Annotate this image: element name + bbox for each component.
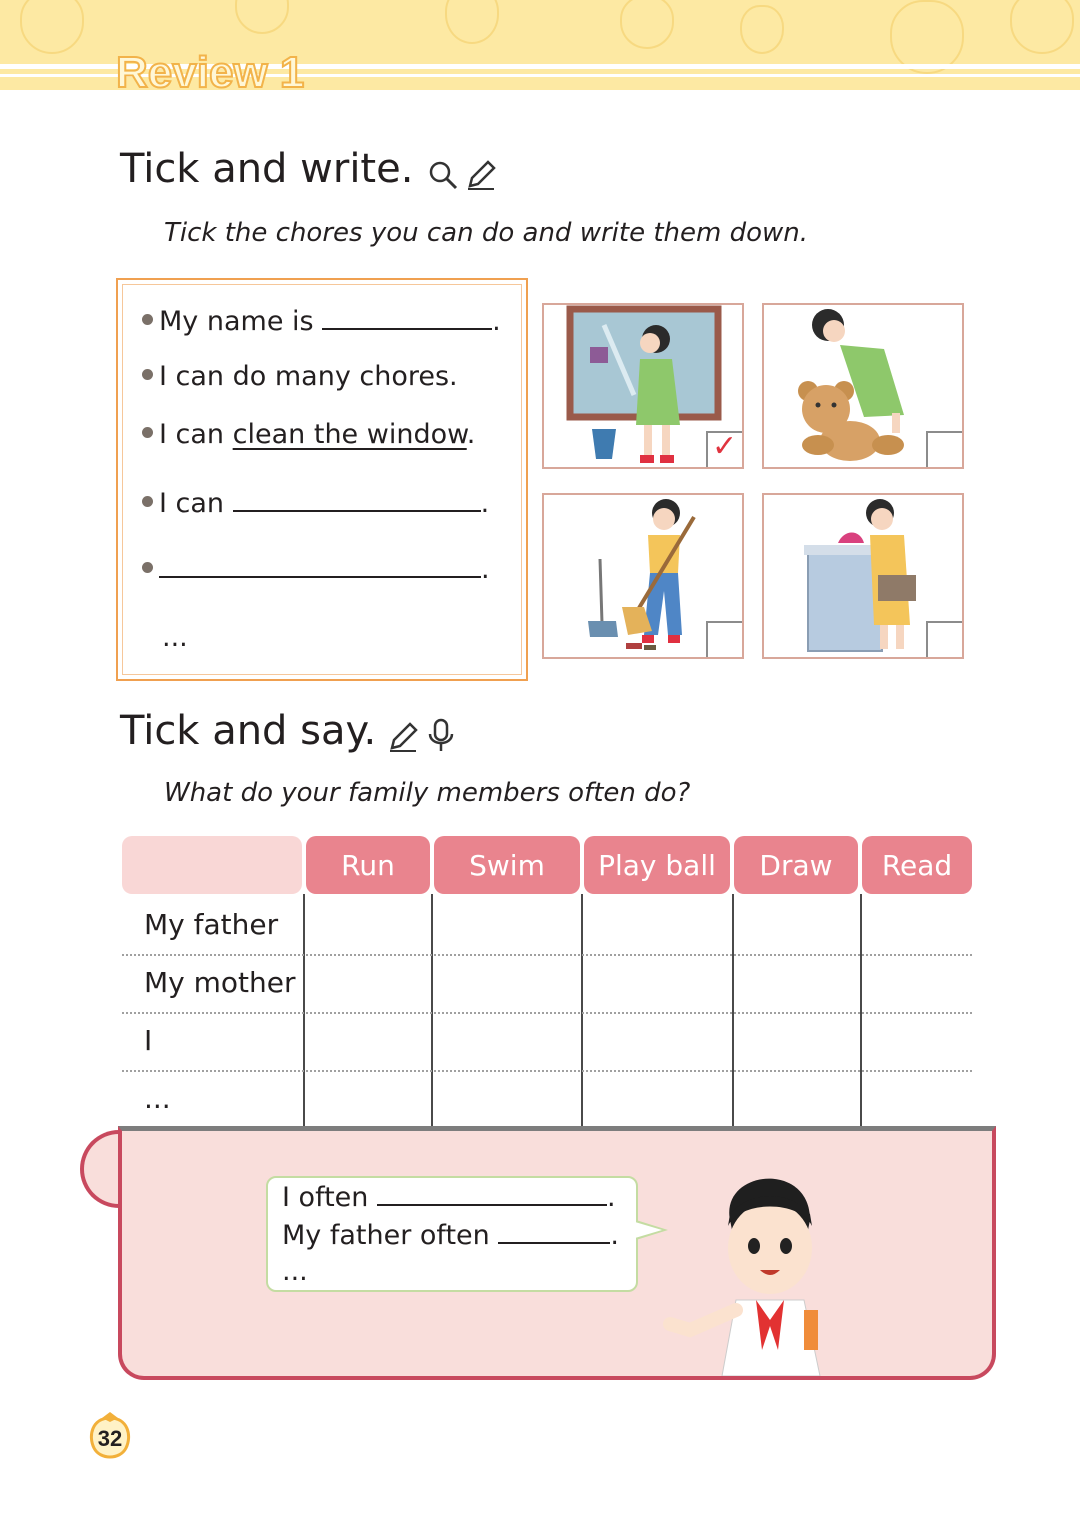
strawberry-pattern-icon xyxy=(235,0,289,34)
strawberry-pattern-icon xyxy=(445,0,499,44)
boy-character-illustration xyxy=(660,1160,860,1376)
line-text: I can do many chores. xyxy=(159,361,458,392)
tick-checkbox[interactable] xyxy=(706,621,742,657)
bullet-dot xyxy=(142,496,153,507)
column-header-draw: Draw xyxy=(734,836,858,894)
strawberry-pattern-icon xyxy=(740,5,784,54)
page-number: 32 xyxy=(97,1426,123,1451)
tick-mark: ✓ xyxy=(712,429,738,464)
table-row-divider xyxy=(122,1070,972,1072)
line-text: I can xyxy=(159,488,225,519)
period: . xyxy=(480,488,490,519)
row-label-my-mother: My mother xyxy=(144,966,296,999)
table-row-divider xyxy=(122,954,972,956)
bubble-line xyxy=(282,1182,616,1213)
strawberry-pattern-icon xyxy=(1010,0,1074,54)
period: . xyxy=(466,419,476,450)
column-header-swim: Swim xyxy=(434,836,580,894)
pencil-icon xyxy=(386,720,420,754)
section-title-tick-and-say: Tick and say. xyxy=(120,708,377,754)
table-column-divider xyxy=(431,894,433,1126)
strawberry-pattern-icon xyxy=(890,0,964,74)
table-column-divider xyxy=(581,894,583,1126)
list-item xyxy=(142,552,490,585)
speech-bubble-tail xyxy=(635,1222,662,1238)
table-header-empty xyxy=(122,836,302,894)
tick-checkbox[interactable] xyxy=(706,431,742,467)
answer-blank[interactable] xyxy=(159,552,481,578)
answer-blank[interactable] xyxy=(498,1220,610,1244)
bullet-dot xyxy=(142,314,153,325)
strawberry-pattern-icon xyxy=(20,0,84,54)
chore-picture-clean-window xyxy=(542,303,744,469)
chore-picture-wash-clothes xyxy=(762,493,964,659)
bubble-line xyxy=(282,1220,619,1251)
chore-picture-tidy-toys xyxy=(762,303,964,469)
writing-box xyxy=(116,278,528,681)
answer-blank[interactable] xyxy=(377,1182,607,1206)
bullet-dot xyxy=(142,427,153,438)
list-item xyxy=(142,419,475,450)
list-item xyxy=(142,361,458,392)
period: . xyxy=(607,1182,616,1213)
list-item xyxy=(142,304,501,337)
strawberry-pattern-icon xyxy=(620,0,674,49)
instruction-text: What do your family members often do? xyxy=(164,778,691,808)
example-answer: clean the window xyxy=(232,419,467,450)
tick-checkbox[interactable] xyxy=(926,621,962,657)
list-item xyxy=(142,486,489,519)
line-text: I can xyxy=(159,419,225,450)
bubble-line: ... xyxy=(282,1256,308,1287)
chore-picture-sweep-floor xyxy=(542,493,744,659)
microphone-icon xyxy=(424,718,458,752)
ellipsis: ... xyxy=(162,622,188,653)
line-text: My name is xyxy=(159,306,314,337)
magnifier-icon xyxy=(426,158,460,192)
page-title: Review 1 xyxy=(116,48,305,97)
period: . xyxy=(492,306,501,337)
section-title-tick-and-write: Tick and write. xyxy=(120,146,414,192)
instruction-text: Tick the chores you can do and write them down. xyxy=(164,218,809,248)
bullet-dot xyxy=(142,369,153,380)
table-row-divider xyxy=(122,1012,972,1014)
tick-checkbox[interactable] xyxy=(926,431,962,467)
column-header-play-ball: Play ball xyxy=(584,836,730,894)
row-label-ellipsis: ... xyxy=(144,1082,171,1115)
answer-blank[interactable] xyxy=(233,486,481,512)
period: . xyxy=(610,1220,619,1251)
pencil-icon xyxy=(464,158,498,192)
table-column-divider xyxy=(303,894,305,1126)
answer-blank[interactable] xyxy=(322,304,492,330)
bubble-line-text: I often xyxy=(282,1182,369,1213)
row-label-my-father: My father xyxy=(144,908,279,941)
bullet-dot xyxy=(142,562,153,573)
column-header-run: Run xyxy=(306,836,430,894)
period: . xyxy=(481,554,490,585)
column-header-read: Read xyxy=(862,836,972,894)
bubble-line-text: My father often xyxy=(282,1220,490,1251)
table-column-divider xyxy=(732,894,734,1126)
table-column-divider xyxy=(860,894,862,1126)
row-label-i: I xyxy=(144,1024,153,1057)
